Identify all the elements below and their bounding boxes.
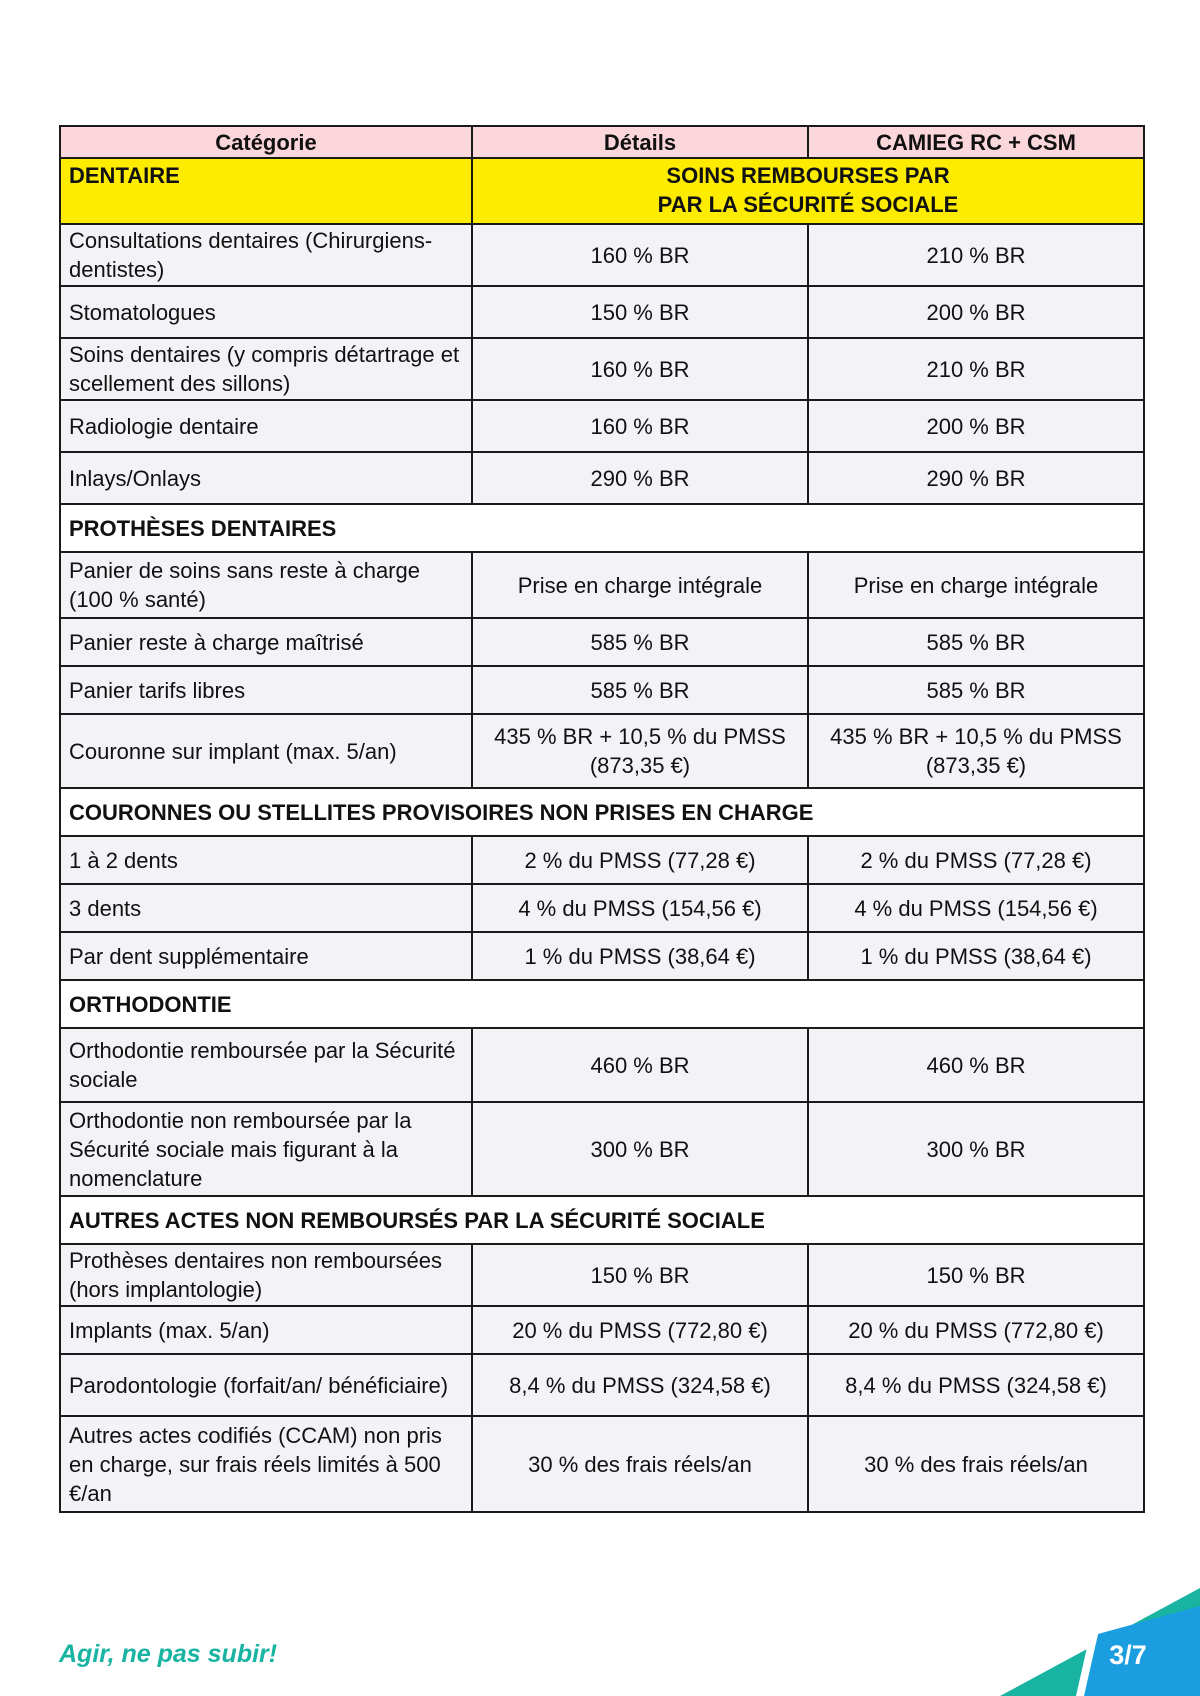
- row-camieg: 4 % du PMSS (154,56 €): [808, 884, 1144, 932]
- highlight-details-line1: SOINS REMBOURSES PAR: [666, 163, 950, 188]
- row-label: 3 dents: [60, 884, 472, 932]
- footer-slogan: Agir, ne pas subir!: [59, 1640, 278, 1668]
- row-label: Implants (max. 5/an): [60, 1306, 472, 1354]
- row-camieg: 2 % du PMSS (77,28 €): [808, 836, 1144, 884]
- row-camieg: 200 % BR: [808, 400, 1144, 452]
- page-number: 3/7: [1109, 1640, 1147, 1670]
- table-row: [60, 452, 1144, 504]
- row-label: Couronne sur implant (max. 5/an): [60, 714, 472, 788]
- row-details: 435 % BR + 10,5 % du PMSS (873,35 €): [472, 714, 808, 788]
- table-row: [60, 666, 1144, 714]
- table-row: [60, 714, 1144, 788]
- row-details: 300 % BR: [472, 1102, 808, 1196]
- row-label: Prothèses dentaires non remboursées (hors implantologie): [60, 1244, 472, 1306]
- table-row: [60, 1306, 1144, 1354]
- row-details: 2 % du PMSS (77,28 €): [472, 836, 808, 884]
- header-details: Détails: [472, 126, 808, 158]
- row-camieg: 585 % BR: [808, 618, 1144, 666]
- row-label: Stomatologues: [60, 286, 472, 338]
- row-label: Autres actes codifiés (CCAM) non pris en charge, sur frais réels limités à 500 €/an: [60, 1416, 472, 1512]
- row-details: 1 % du PMSS (38,64 €): [472, 932, 808, 980]
- table-row: [60, 1416, 1144, 1512]
- section-row: [60, 504, 1144, 552]
- row-details: 150 % BR: [472, 1244, 808, 1306]
- highlight-label: DENTAIRE: [60, 158, 472, 224]
- row-camieg: 585 % BR: [808, 666, 1144, 714]
- table-row: [60, 224, 1144, 286]
- table-row: [60, 552, 1144, 618]
- row-details: 20 % du PMSS (772,80 €): [472, 1306, 808, 1354]
- table-row: [60, 1354, 1144, 1416]
- row-label: 1 à 2 dents: [60, 836, 472, 884]
- row-details: 30 % des frais réels/an: [472, 1416, 808, 1512]
- row-details: 150 % BR: [472, 286, 808, 338]
- row-label: Panier reste à charge maîtrisé: [60, 618, 472, 666]
- row-camieg: Prise en charge intégrale: [808, 552, 1144, 618]
- row-camieg: 210 % BR: [808, 224, 1144, 286]
- section-title: AUTRES ACTES NON REMBOURSÉS PAR LA SÉCURITÉ SOCIALE: [60, 1196, 1144, 1244]
- row-camieg: 8,4 % du PMSS (324,58 €): [808, 1354, 1144, 1416]
- row-label: Parodontologie (forfait/an/ bénéficiaire): [60, 1354, 472, 1416]
- row-details: 290 % BR: [472, 452, 808, 504]
- header-camieg: CAMIEG RC + CSM: [808, 126, 1144, 158]
- table-row: [60, 1244, 1144, 1306]
- row-label: Par dent supplémentaire: [60, 932, 472, 980]
- row-details: 8,4 % du PMSS (324,58 €): [472, 1354, 808, 1416]
- row-camieg: 460 % BR: [808, 1028, 1144, 1102]
- section-row: [60, 788, 1144, 836]
- table-row: [60, 338, 1144, 400]
- row-details: 160 % BR: [472, 224, 808, 286]
- section-title: ORTHODONTIE: [60, 980, 1144, 1028]
- row-details: 585 % BR: [472, 618, 808, 666]
- row-camieg: 300 % BR: [808, 1102, 1144, 1196]
- row-details: 160 % BR: [472, 400, 808, 452]
- row-camieg: 150 % BR: [808, 1244, 1144, 1306]
- highlight-row: [60, 158, 1144, 224]
- row-camieg: 1 % du PMSS (38,64 €): [808, 932, 1144, 980]
- row-label: Orthodontie non remboursée par la Sécurité sociale mais figurant à la nomenclature: [60, 1102, 472, 1196]
- section-title: COURONNES OU STELLITES PROVISOIRES NON PRISES EN CHARGE: [60, 788, 1144, 836]
- row-details: Prise en charge intégrale: [472, 552, 808, 618]
- row-details: 460 % BR: [472, 1028, 808, 1102]
- row-label: Orthodontie remboursée par la Sécurité sociale: [60, 1028, 472, 1102]
- row-details: 160 % BR: [472, 338, 808, 400]
- row-camieg: 20 % du PMSS (772,80 €): [808, 1306, 1144, 1354]
- section-row: [60, 980, 1144, 1028]
- row-details: 4 % du PMSS (154,56 €): [472, 884, 808, 932]
- section-title: PROTHÈSES DENTAIRES: [60, 504, 1144, 552]
- row-label: Consultations dentaires (Chirurgiens-dentistes): [60, 224, 472, 286]
- row-label: Soins dentaires (y compris détartrage et scellement des sillons): [60, 338, 472, 400]
- row-camieg: 290 % BR: [808, 452, 1144, 504]
- dental-coverage-table: [59, 125, 1145, 1513]
- row-label: Panier tarifs libres: [60, 666, 472, 714]
- table-row: [60, 1102, 1144, 1196]
- row-camieg: 210 % BR: [808, 338, 1144, 400]
- table-row: [60, 932, 1144, 980]
- row-camieg: 30 % des frais réels/an: [808, 1416, 1144, 1512]
- row-label: Inlays/Onlays: [60, 452, 472, 504]
- header-categorie: Catégorie: [60, 126, 472, 158]
- table-row: [60, 836, 1144, 884]
- highlight-details-line2: PAR LA SÉCURITÉ SOCIALE: [657, 192, 959, 217]
- table-row: [60, 884, 1144, 932]
- table-row: [60, 1028, 1144, 1102]
- highlight-details: [472, 158, 1144, 224]
- row-label: Panier de soins sans reste à charge (100 % santé): [60, 552, 472, 618]
- table-row: [60, 618, 1144, 666]
- table-header-row: [60, 126, 1144, 158]
- section-row: [60, 1196, 1144, 1244]
- table-row: [60, 286, 1144, 338]
- row-camieg: 435 % BR + 10,5 % du PMSS (873,35 €): [808, 714, 1144, 788]
- table-row: [60, 400, 1144, 452]
- row-camieg: 200 % BR: [808, 286, 1144, 338]
- row-label: Radiologie dentaire: [60, 400, 472, 452]
- row-details: 585 % BR: [472, 666, 808, 714]
